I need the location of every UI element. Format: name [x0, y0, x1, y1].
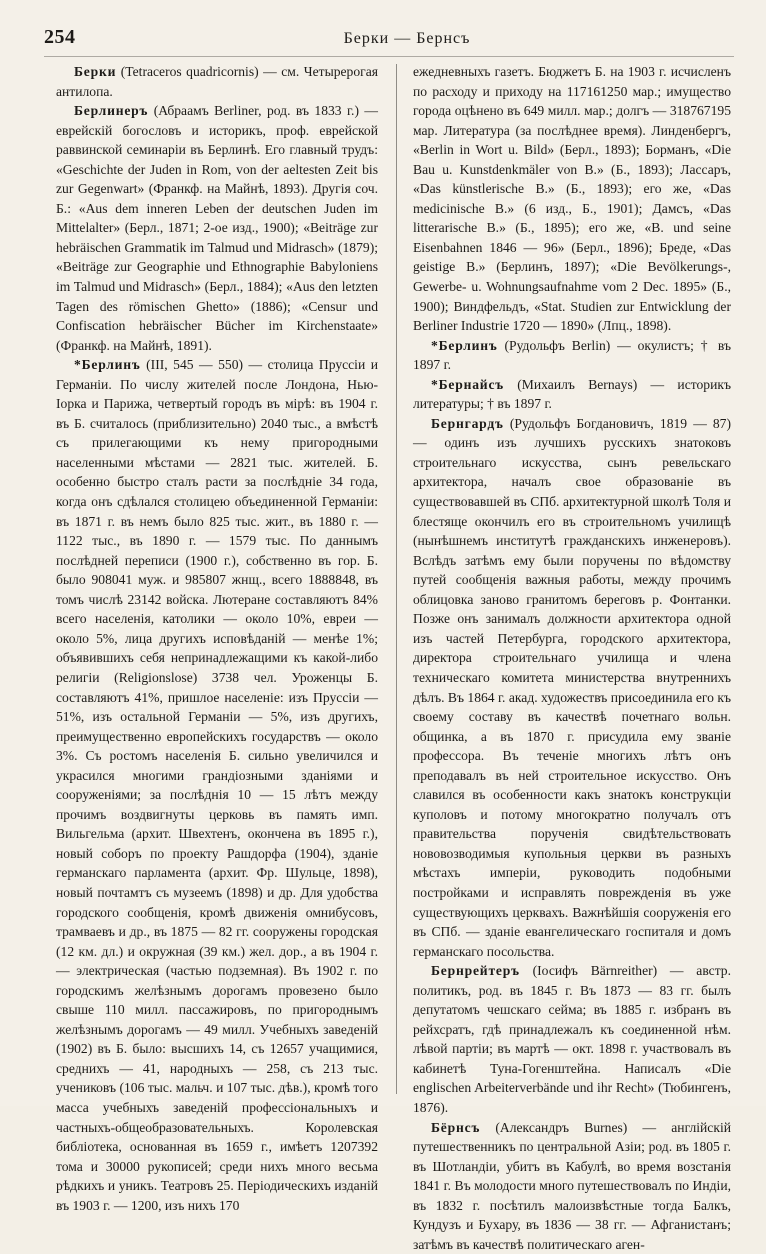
column-divider — [396, 64, 397, 1094]
entry-headword: *Берлинъ — [431, 337, 498, 353]
running-head: Берки — Бернсъ — [343, 30, 471, 47]
entry-text: (Іосифъ Bärnreither) — австр. политикъ, род. въ 1845 г. Въ 1873 — 83 гг. былъ депутатомъ чешскаго сейма; въ 1885 г. избранъ въ рейхсратъ, гдѣ принадлежалъ къ соединенной нѣм. лѣвой партіи; въ мартѣ — окт. 1898 г. участвовалъ въ кабинетѣ Туна-Гогенштейна. Написалъ «Die englischen Arbeiterverbände und ihr Recht» (Тюбингенъ, 1876). — [413, 963, 731, 1115]
entry-headword: Берки — [74, 64, 117, 79]
entry — [413, 375, 731, 414]
entry-headword: *Бернайсъ — [431, 376, 504, 392]
entry-text: (Абраамъ Berliner, род. въ 1833 г.) — еврейскій богословъ и историкъ, проф. еврейской раввинской семинаріи въ Берлинѣ. Его главный трудъ: «Geschichte der Juden in Rom, von der aeltesten Zeit bis zur Gegenwart» (Франкф. на Майнѣ, 1893). Другія соч. Б.: «Aus dem inneren Leben der deutschen Juden im Mittelalter» (Берл., 1871; 2-ое изд., 1900); «Beiträge zur hebräischen Grammatik im Talmud und Midrasch» (1879); «Beiträge zur Geographie und Ethnographie Babyloniens im Talmud und Midrasch» (Берл., 1884); «Aus den letzten Tagen des römischen Ghetto» (1886); «Censur und Confiscation hebräischer Bücher im Kirchenstaate» (Франкф. на Майнѣ, 1891). — [56, 103, 378, 353]
entry-headword: *Берлинъ — [74, 357, 141, 373]
entry-headword: Берлинеръ — [74, 103, 149, 119]
entry-text: (Александръ Burnes) — англійскій путешественникъ по центральной Азіи; род. въ 1805 г. въ Шотландіи, убитъ въ Кабулѣ, во время возстанія 1841 г. Въ молодости много путешествовалъ по Индіи, въ 1832 г. посѣтилъ малоизвѣстные тогда Балкъ, Кундузъ и Бухару, въ 1836 — 38 гг. — Афганистанъ; затѣмъ въ качествѣ политическаго аген- — [413, 1119, 731, 1252]
entry-text: (Михаилъ Bernays) — историкъ литературы; † въ 1897 г. — [413, 376, 731, 412]
entry — [413, 336, 731, 375]
entry-headword: Бернгардъ — [431, 415, 504, 431]
header-rule — [44, 56, 734, 57]
entry-headword: Бернрейтеръ — [431, 963, 520, 979]
entry — [413, 961, 731, 1117]
entry-text: (Рудольфъ Berlin) — окулистъ; † въ 1897 г. — [413, 337, 731, 373]
entry — [56, 62, 378, 101]
entry — [56, 101, 378, 355]
entry-headword: Бёрнсъ — [431, 1119, 481, 1135]
entry — [56, 355, 378, 1215]
right-column — [413, 62, 731, 1254]
entry — [413, 414, 731, 961]
page-number: 254 — [44, 26, 76, 48]
entry-text: ежедневныхъ газетъ. Бюджетъ Б. на 1903 г. исчисленъ по расходу и приходу на 117161250 мар.; имущество города оцѣнено въ 649 милл. мар.; долгъ — 318767195 мар. Литература (за послѣднее время). Линденбергъ, «Berlin in Wort u. Bild» (Берл., 1893); Борманъ, «Die Bau u. Kunstdenkmäler von B.» (Б., 1893); Лассаръ, «Das künstlerische B.» (Б., 1893); его же, «Das medicinische B.» (6 изд., Б., 1901); Дамсъ, «Das litterarische B.» (Б., 1895); его же, «B. und seine Eisenbahnen 1846 — 96» (Берл., 1896); Бреде, «Das geistige B.» (Берлинъ, 1897); «Die Bevölkerungs-, Gewerbe- u. Wohnungsaufnahme vom 2 Dec. 1895» (Б., 1900); Виндфельдъ, «Stat. Studien zur Entwicklung der Berliner Industrie 1720 — 1890» (Лпц., 1898). — [413, 64, 731, 334]
entry-text: (Tetraceros quadricornis) — см. Четырерогая антилопа. — [56, 64, 378, 99]
entry-text: (Рудольфъ Богдановичъ, 1819 — 87) — одинъ изъ лучшихъ русскихъ знатоковъ строительнаго искусства, сынъ ревельскаго архитектора, началъ свое образованіе въ существовавшей въ СПб. архитектурной школѣ Толя и блестяще окончилъ его въ строительномъ училищѣ (нынѣшнемъ институтѣ гражданскихъ инженеровъ). Вслѣдъ затѣмъ ему были поручены по вѣдомству путей сообщенія важныя работы, между прочимъ облицовка заново гранитомъ береговъ р. Фонтанки. Позже онъ занималъ должности архитектора одной изъ частей Петербурга, городского архитектора, директора строительнаго училища и члена техническаго комитета министерства внутреннихъ дѣлъ. Въ 1864 г. акад. художествъ присоединила его къ своему составу въ качествѣ почетнаго вольн. общинка, а въ 1870 г. присудила ему званіе профессора. Въ теченіе многихъ лѣтъ онъ преподавалъ въ ней строительное искусство. Онъ славился въ особенности какъ знатокъ конструкціи куполовъ и потому многократно получалъ отъ правительства порученія свидѣтельствовать нововозводимыя купольныя церкви въ разныхъ мѣстахъ имперіи, руководить подобными постройками и исправлять поврежденія въ уже существующихъ церквахъ. Важнѣйшія сооруженія его въ СПб. — зданіе евангелическаго госпиталя и домъ германскаго посольства. — [413, 415, 731, 959]
entry-text: (III, 545 — 550) — столица Пруссіи и Германіи. По числу жителей после Лондона, Нью-Іорка и Парижа, четвертый городъ въ мірѣ: въ 1904 г. въ Б. считалось (приблизительно) 2040 тыс., а вмѣстѣ съ прилегающими къ нему пригородными населенными мѣстами — 2821 тыс. жителей. Б. особенно быстро сталъ расти за послѣдніе 34 года, когда онъ сдѣлался столицею объединенной Германіи: въ 1871 г. въ немъ было 825 тыс. жит., въ 1880 г. — 1122 тыс., въ 1890 г. — 1579 тыс. По даннымъ послѣдней переписи (1900 г.), собственно въ гор. Б. было 908041 муж. и 985807 жнщ., всего 1888848, въ томъ числѣ 23142 войска. Лютеране составляютъ 84% всего населенія, католики — около 10%, евреи — около 5%, лица другихъ исповѣданій — менѣе 1%; объявившихъ себя непринадлежащими къ какой-либо религіи (Religionslose) 3738 чел. Уроженцы Б. составляютъ 41%, пришлое населеніе: изъ Пруссіи — 51%, изъ остальной Германіи — 5%, изъ другихъ, преимущественно европейскихъ государствъ — около 3%. Съ ростомъ населенія Б. сильно увеличился и украсился многими грандіозными зданіями и сооруженіями; за послѣднія 10 — 15 лѣтъ между прочимъ воздвигнуты церковь въ память имп. Вильгельма (архит. Швехтенъ, окончена въ 1895 г.), новый соборъ по проекту Рашдорфа (1904), зданіе германскаго парламента (архит. Фр. Шульце, 1898), новый почтамтъ съ музеемъ (1898) и др. Для удобства городского сообщенія, кромѣ движенія омнибусовъ, трамваевъ и др., въ 1875 — 82 гг. сооружены городская (12 км. дл.) и окружная (39 км.) жел. дор., а въ 1904 г. — электрическая (частью подземная). Въ 1902 г. по городскимъ желѣзнымъ дорогамъ провезено было свыше 110 милл. пассажировъ, по пригороднымъ желѣзнымъ дорогамъ — 49 милл. Учебныхъ заведеній (1902) въ Б. было: высшихъ 14, съ 12657 учащимися, среднихъ — 41, народныхъ — 258, съ 213 тыс. учениковъ (106 тыс. мальч. и 107 тыс. дѣв.), кромѣ того масса учебныхъ заведеній профессіональныхъ и частныхъ-общеобразовательныхъ. Королевская библіотека, основанная въ 1659 г., имѣетъ 1207392 тома и 30000 рукописей; среди нихъ много весьма рѣдкихъ и уникъ. Театровъ 25. Періодическихъ изданій въ 1903 г. — 1200, изъ нихъ 170 — [56, 357, 378, 1213]
left-column — [56, 62, 378, 1215]
entry-continuation — [413, 62, 731, 336]
entry — [413, 1118, 731, 1254]
